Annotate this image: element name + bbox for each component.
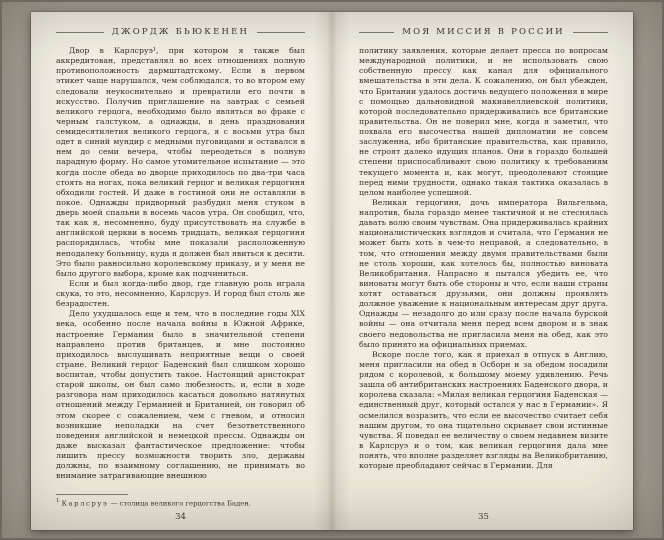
footnote-rest: — столица великого герцогства Баден.	[110, 499, 252, 508]
running-header-right-text: МОЯ МИССИЯ В РОССИИ	[402, 27, 565, 37]
footnote-term: Карлсруэ	[61, 499, 109, 508]
footnote-text	[56, 498, 305, 508]
paragraph: Вскоре после того, как я приехал в отпуск в Англию, меня пригласили на обед в Осборн и за обедом посадили рядом с королевой, к большому моему удивлению. Речь зашла об антибританских настроениях Баденского двора, и королева сказала: «Милая великая герцогиня Баденская — единственный друг, который остался у нас в Германии». Я осмелился возразить, что если ее высочество считает себя нашим другом, то она тщательно скрывает свои истинные чувства. Я поведал ее величеству о своем недавнем визите в Карлсруэ и о том, как великая герцогиня дала мне понять, что вполне разделяет взгляды на Великобританию, которые преобладают сейчас в Германии. Для	[359, 349, 608, 471]
page-left	[31, 12, 332, 530]
page-number-left: 34	[175, 512, 186, 522]
paragraph: политику заявления, которые делает пресса по вопросам международной политики, и не использовать свою собственную прессу как канал для официального вмешательства в эти дела. К сожалению, он был убежден, что Британии удалось достичь ведущего положения в мире с помощью дальновидной макиавеллиевской политики, которой последовательно придерживались все британские правительства. Он не поверил мне, когда я заметил, что похвала его высочества нашей дипломатии не совсем заслуженна, ибо британские правительства, как правило, не строят далеко идущих планов. Они в гораздо большей степени приспосабливают свою политику к требованиям текущего момента и, как могут, преодолевают стоящие перед ними трудности, однако такая тактика оказалась в целом наиболее успешной.	[359, 46, 608, 197]
footnote-marker: 1	[56, 497, 60, 504]
open-book-spread	[31, 12, 633, 530]
header-rule-left	[56, 32, 104, 33]
running-header-right	[359, 27, 608, 37]
page-number-right: 35	[478, 512, 489, 522]
header-rule-right	[573, 32, 608, 33]
paragraph: Дело ухудшалось еще и тем, что в последние годы XIX века, особенно после начала войны в Южной Африке, настроение Германии было в значительной степени направлено против британцев, и мне постоянно приходилось выслушивать неприятные вещи о своей стране. Великий герцог Баденский был слишком хорошо воспитан, чтобы допустить такое. Настоящий аристократ старой школы, он был само любезность, и, если в ходе разговора нам приходилось касаться довольно натянутых отношений между Германией и Британией, он говорил об этом скорее с сожалением, чем с гневом, и относил возникшие неполадки на счет безответственного поведения английской и немецкой прессы. Однажды он даже высказал фантастическое предложение: чтобы лишить прессу возможности творить зло, державы должны, по взаимному соглашению, не принимать во внимание затрагивающие внешнюю	[56, 309, 305, 481]
running-header-left	[56, 27, 305, 37]
page-text-right	[359, 46, 608, 508]
footnote-divider	[56, 494, 128, 495]
page-text-left	[56, 46, 305, 489]
paragraph: Двор в Карлсруэ¹, при котором я также был аккредитован, представлял во всех отношениях полную противоположность дармштадтскому. Если в первом этикет чаще нарушался, чем соблюдался, то во втором ему следовали неукоснительно и превратили его почти в искусство. Получив приглашение на завтрак с семьей великого герцога, необходимо было являться во фраке с черным галстуком, а однажды, в день празднования семидесятилетия великого герцога, я с восьми утра был одет в синий мундир с медными пуговицами и оставался в нем до семи вечера, чтобы переодеться в полную парадную форму. Но самое утомительное испытание — это когда после обеда во дворце приходилось по два-три часа стоять на ногах, пока великий герцог и великая герцогиня обходили гостей. И даже в гостиной они не оставляли в покое. Однажды придворный разбудил меня стуком в дверь моей спальни в восемь часов утра. Он сообщил, что, так как я, несомненно, буду присутствовать на службе в английской церкви в восемь тридцать, великая герцогиня распорядилась, чтобы мне показали расположенную неподалеку больницу, куда я должен был явиться к десяти. Это было равносильно королевскому приказу, и у меня не было другого выбора, кроме как подчиниться.	[56, 46, 305, 278]
running-header-left-text: ДЖОРДЖ БЬЮКЕНЕН	[111, 27, 250, 37]
header-rule-left	[359, 32, 394, 33]
header-rule-right	[257, 32, 305, 33]
footnote-block	[56, 494, 305, 508]
page-right	[332, 12, 633, 530]
paragraph: Если и был когда-либо двор, где главную роль играла скука, то это, несомненно, Карлсруэ. И город был столь же безрадостен.	[56, 278, 305, 309]
paragraph: Великая герцогиня, дочь императора Вильгельма, напротив, была гораздо менее тактичной и не стеснялась давать волю своим чувствам. Она придерживалась крайних националистических взглядов и считала, что Германия не может быть хоть в чем-то неправой, а следовательно, в том, что отношения между двумя правительствами были не столь хороши, как хотелось бы, полностью виновата Великобритания. Напрасно я пытался убедить ее, что виноваты могут быть обе стороны и что, если наши страны хотят оставаться друзьями, они должны проявлять должное уважение к национальным интересам друг друга. Однажды — незадолго до или сразу после начала бурской войны — она отчитала меня перед всем двором и в знак своего недовольства не пригласила меня на обед, как это было принято на официальных приемах.	[359, 197, 608, 349]
